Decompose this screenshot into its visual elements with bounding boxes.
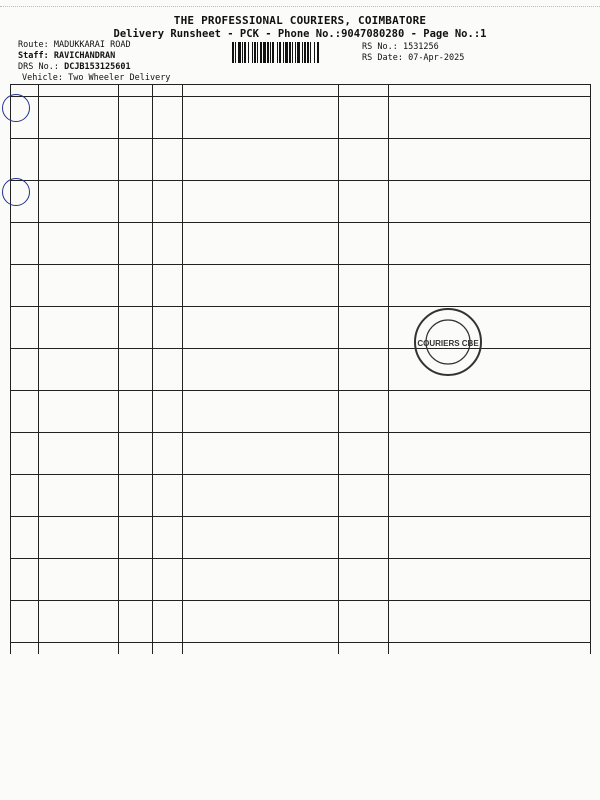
table-row-divider bbox=[10, 222, 590, 223]
table-row-divider bbox=[10, 432, 590, 433]
vehicle-line: Vehicle: Two Wheeler Delivery bbox=[22, 73, 171, 83]
staff-line: Staff: RAVICHANDRAN bbox=[18, 51, 116, 61]
table-column-divider bbox=[182, 84, 183, 654]
table-column-divider bbox=[338, 84, 339, 654]
barcode-bar bbox=[232, 42, 234, 63]
barcode-bar bbox=[277, 42, 278, 63]
barcode-bar bbox=[252, 42, 253, 63]
barcode-bar bbox=[285, 42, 288, 63]
barcode-bar bbox=[270, 42, 271, 63]
table-row-divider bbox=[10, 600, 590, 601]
table-row-divider bbox=[10, 138, 590, 139]
delivery-table bbox=[10, 84, 590, 654]
barcode-bar bbox=[317, 42, 319, 63]
stamp-text: COURIERS CBE bbox=[417, 339, 479, 348]
barcode-bar bbox=[254, 42, 256, 63]
barcode-bar bbox=[238, 42, 241, 63]
barcode-bar bbox=[289, 42, 291, 63]
barcode-bar bbox=[292, 42, 293, 63]
document-title: THE PROFESSIONAL COURIERS, COIMBATORE bbox=[173, 14, 427, 27]
scan-edge bbox=[0, 0, 600, 7]
table-row-divider bbox=[10, 474, 590, 475]
table-column-divider bbox=[10, 84, 11, 654]
document-subtitle: Delivery Runsheet - PCK - Phone No.:9047080280 - Page No.:1 bbox=[113, 28, 487, 40]
courier-stamp bbox=[412, 306, 484, 378]
table-border-top bbox=[10, 84, 590, 85]
sno-circle-mark bbox=[2, 94, 30, 122]
barcode-bar bbox=[244, 42, 246, 63]
barcode-bar bbox=[310, 42, 311, 63]
barcode-bar bbox=[263, 42, 266, 63]
table-row-divider bbox=[10, 180, 590, 181]
route-line: Route: MADUKKARAI ROAD bbox=[18, 40, 131, 50]
rs-number-line: RS No.: 1531256 bbox=[362, 42, 439, 52]
barcode-bar bbox=[235, 42, 236, 63]
barcode-bar bbox=[260, 42, 262, 63]
barcode-bar bbox=[314, 42, 315, 63]
table-row-divider bbox=[10, 390, 590, 391]
sno-circle-mark bbox=[2, 178, 30, 206]
drs-line: DRS No.: DCJB153125601 bbox=[18, 62, 131, 72]
barcode-bar bbox=[304, 42, 306, 63]
barcode-bar bbox=[242, 42, 243, 63]
barcode-bar bbox=[279, 42, 281, 63]
table-row-divider bbox=[10, 642, 590, 643]
table-column-divider bbox=[388, 84, 389, 654]
table-row-divider bbox=[10, 306, 590, 307]
barcode-bar bbox=[283, 42, 284, 63]
table-row-divider bbox=[10, 264, 590, 265]
table-row-divider bbox=[10, 558, 590, 559]
barcode-bar bbox=[248, 42, 249, 63]
rs-date-line: RS Date: 07-Apr-2025 bbox=[362, 53, 465, 63]
barcode-bar bbox=[302, 42, 303, 63]
barcode-bar bbox=[295, 42, 296, 63]
table-header-divider bbox=[10, 96, 590, 97]
table-column-divider bbox=[38, 84, 39, 654]
barcode-bar bbox=[267, 42, 269, 63]
table-row-divider bbox=[10, 348, 590, 349]
barcode-bar bbox=[297, 42, 300, 63]
barcode bbox=[232, 42, 354, 63]
barcode-bar bbox=[272, 42, 274, 63]
barcode-bar bbox=[257, 42, 258, 63]
table-row-divider bbox=[10, 516, 590, 517]
table-column-divider bbox=[152, 84, 153, 654]
table-column-divider bbox=[590, 84, 591, 654]
table-column-divider bbox=[118, 84, 119, 654]
barcode-bar bbox=[307, 42, 309, 63]
